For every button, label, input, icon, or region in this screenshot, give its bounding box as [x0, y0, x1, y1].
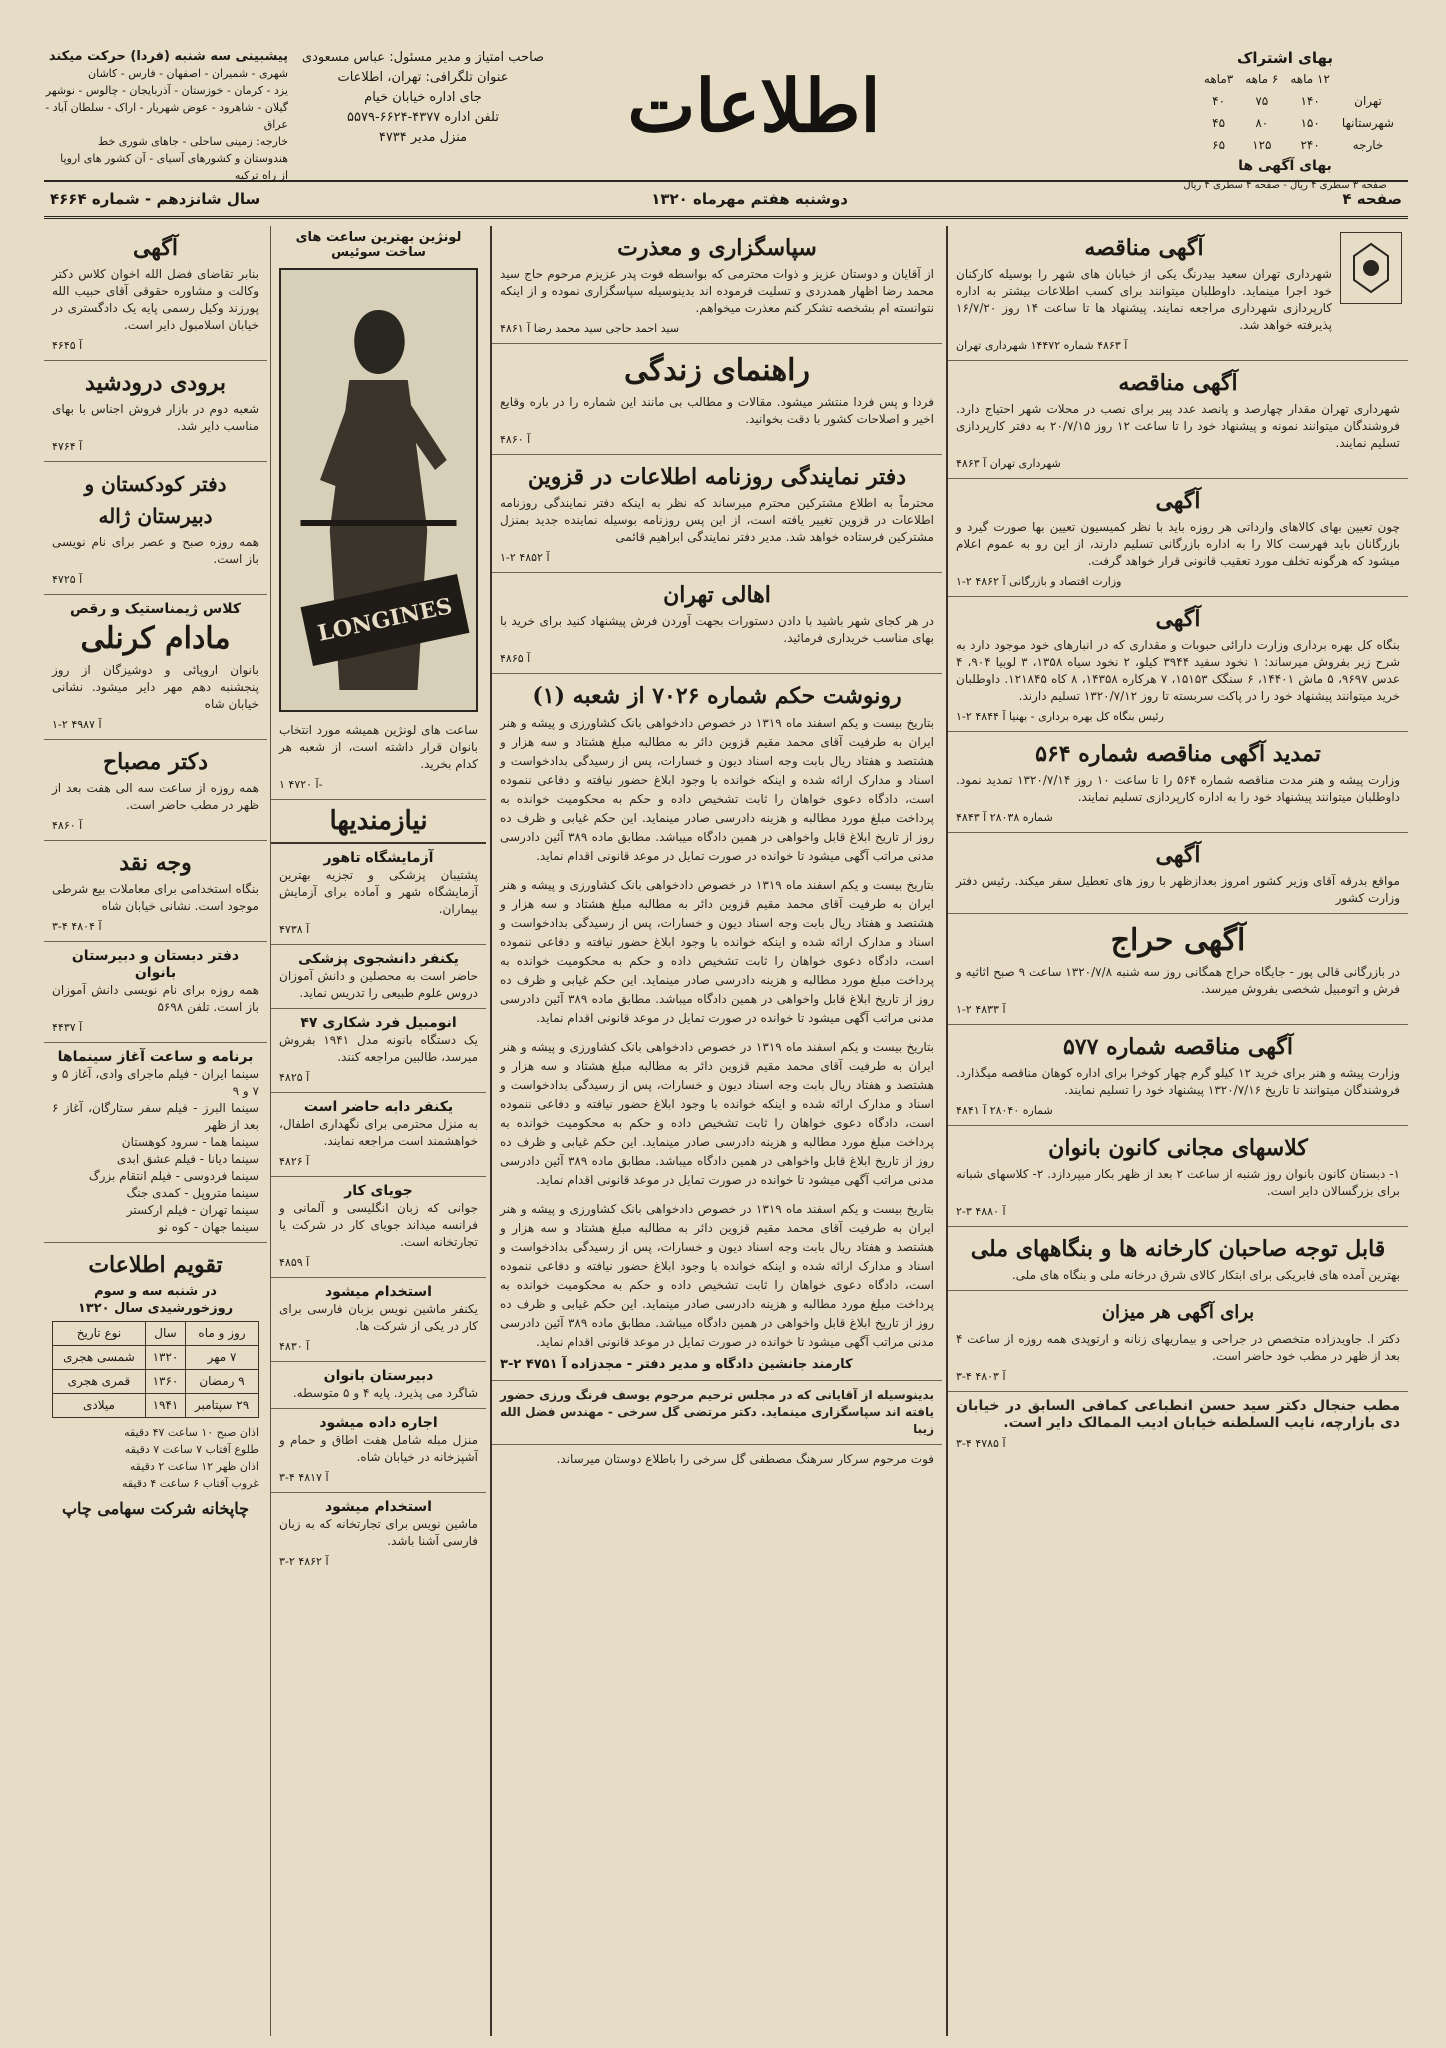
subscription-box — [1170, 48, 1400, 196]
obituary-notice — [492, 1445, 942, 1474]
weather-line: هندوستان و کشورهای آسیای - آن کشور های اروپا — [60, 152, 288, 165]
classified-item — [271, 1362, 486, 1409]
notice-body: چون تعیین بهای کالاهای وارداتی هر روزه باید با نظر کمیسیون تعیین بها صورت گیرد و بازرگانان باید فهرست کالا را به اداره بازرگانی تسلیم دارند، از این رو به عموم اعلام میشود که هرگونه تخلف مورد تعقیب قانونی قرار خواهد گرفت. — [956, 520, 1400, 568]
page-number: صفحه ۴ — [1342, 190, 1402, 208]
item-ref: آ ۴۸۱۷ ۴-۳ — [279, 1471, 329, 1484]
prayer-time: غروب آفتاب ۶ ساعت ۴ دقیقه — [121, 1477, 259, 1490]
notice-title: دفتر نمایندگی روزنامه اطلاعات در قزوین — [527, 464, 907, 490]
notice-body: مواقع بدرقه آقای وزیر کشور امروز بعدازظهر با روز های تعطیل سفر میکند. رئیس دفتر وزارت کشور — [956, 874, 1400, 905]
item-body: به منزل محترمی برای نگهداری اطفال، خواهشمند است مراجعه نمایند. — [279, 1117, 478, 1148]
classified-item — [271, 844, 486, 945]
publisher-info — [298, 48, 548, 148]
item-body: شاگرد می پذیرد. پایه ۴ و ۵ متوسطه. — [292, 1386, 478, 1400]
notice-body-repeat: بتاریخ بیست و یکم اسفند ماه ۱۳۱۹ در خصوص دادخواهی بانک کشاورزی و پیشه و هنر ایران به طرفیت آقای محمد مقیم قزوین دائر به مطالبه مبلغ هشتاد و سه هزار و هشتصد و هفتاد ریال بابت وجه اسناد دیون و خسارات، پس از رسیدگی بدادخواست و اسناد و مدارک ارائه شده و اینکه خوانده با وجود ابلاغ حضور نیافته و دفاعی ننموده است، دادگاه دعوی خواهان را ثابت تشخیص داده و حکم به محکومیت خوانده به پرداخت مبلغ مورد مطالبه و هزینه دادرسی صادر مینماید. این حکم غیابی و ظرف ده روز از تاریخ ابلاغ قابل واخواهی در همین دادگاه میباشد. مطابق ماده ۳۸۹ آئین دادرسی مدنی مراتب آگهی میشود تا خوانده در صورت تمایل در موعد قانونی اقدام نماید. — [500, 1040, 934, 1187]
notice-ref: آ ۴۴۳۷ — [52, 1021, 83, 1034]
cinema-item: سینما جهان - کوه نو — [158, 1220, 259, 1234]
item-title: دبیرستان بانوان — [323, 1368, 434, 1384]
newspaper-logo: اطلاعات — [627, 62, 881, 148]
notice-ref: آ ۴۷۲۰ ۱- — [279, 778, 323, 791]
weather-line: گیلان - شاهرود - عوض شهریار - اراک - سلطان آباد - عراق — [45, 101, 288, 131]
notice-body: شهرداری تهران مقدار چهارصد و پانصد عدد پیر برای نصب در محلات شهر احتیاج دارد. فروشندگان میتوانند نمونه و پیشنهاد خود را تا ساعت ۱۲ روز ۲۰/۷/۱۵ به دفتر کارپردازی تسلیم نمایند. — [956, 402, 1401, 450]
classified-item — [271, 1093, 486, 1177]
notice-ref: آ ۴۸۸۰ ۳-۲ — [956, 1205, 1006, 1218]
notice-body: همه روزه از ساعت سه الی هفت بعد از ظهر در مطب حاضر است. — [52, 781, 259, 812]
notice — [948, 1126, 1408, 1227]
weather-title: پیشبینی سه شنبه (فردا) حرکت میکند — [48, 49, 288, 64]
ads-price-line: صفحه ۳ سطری ۴ ریال - صفحه ۴ سطری ۴ ریال — [1183, 180, 1387, 191]
notice-ref: شهرداری تهران آ ۴۸۶۳ — [956, 457, 1061, 470]
notice-body: وزارت پیشه و هنر برای خرید ۱۲ کیلو گرم چهار کوخرا برای اداره کوهان مناقصه میگذارد. فروشندگان میتوانند تا تاریخ ۱۳۲۰/۷/۱۶ پیشنهاد خود را تسلیم نمایند. — [956, 1066, 1400, 1097]
item-title: اجاره داده میشود — [319, 1415, 438, 1431]
publisher-line: تلفن اداره ۴۳۷۷-۶۶۲۴-۵۵۷۹ — [347, 110, 499, 125]
magazine-notice — [492, 344, 942, 455]
tender-notice — [948, 361, 1408, 479]
emblem-icon — [1340, 232, 1402, 304]
tender-notice — [948, 226, 1408, 361]
notice-ref: آ ۴۷۶۴ — [52, 440, 83, 453]
notice-ref: آ ۴۸۰۴ ۴-۳ — [52, 920, 102, 933]
watch-ad-headline: لونژین بهترین ساعت های ساخت سوئیس — [295, 230, 462, 260]
classified-item — [271, 1009, 486, 1093]
dance-class-ad — [44, 595, 267, 740]
notice-ref: وزارت اقتصاد و بازرگانی آ ۴۸۶۲ ۲-۱ — [956, 575, 1122, 588]
item-title: استخدام میشود — [325, 1499, 432, 1515]
calendar-subtitle: در شنبه سه و سوم روزخورشیدی سال ۱۳۲۰ — [77, 1284, 234, 1316]
notice — [948, 833, 1408, 914]
item-ref: آ ۴۷۳۸ — [279, 923, 310, 936]
notice-body: همه روزه صبح و عصر برای نام نویسی باز است. — [52, 535, 259, 566]
column-left — [44, 226, 267, 2036]
notice-ref: آ ۴۸۵۲ ۲-۱ — [500, 551, 550, 564]
notice-ref: آ ۴۷۲۵ — [52, 573, 83, 586]
item-body: پشتیبان پزشکی و تجزیه بهترین آزمایشگاه شهر و آماده برای آزمایش بیماران. — [279, 868, 478, 916]
item-title: جویای کار — [344, 1183, 413, 1199]
column-classifieds — [270, 226, 486, 2036]
notice-title: تمدید آگهی مناقصه شماره ۵۶۴ — [1035, 741, 1321, 767]
notice-title: دفتر کودکستان و دبیرستان ژاله — [84, 472, 227, 528]
cinema-item: سینما هما - سرود کوهستان — [121, 1135, 259, 1149]
notice-body: در بازرگانی قالی پور - جایگاه حراج همگانی روز سه شنبه ۱۳۲۰/۷/۸ ساعت ۹ صبح اثاثیه و فرش و اتومبیل شخصی بفروش میرسد. — [956, 965, 1400, 996]
prayer-time: اذان ظهر ۱۲ ساعت ۲ دقیقه — [129, 1460, 259, 1473]
notice — [44, 361, 267, 462]
notice-body: شعبه دوم در بازار فروش اجناس با بهای مناسب دایر شد. — [52, 402, 259, 433]
item-body: یک دستگاه بانونه مدل ۱۹۴۱ بفروش میرسد، طالبین مراجعه کنند. — [279, 1033, 478, 1064]
notice-ref: سید احمد حاجی سید محمد رضا آ ۴۸۶۱ — [500, 322, 680, 335]
publisher-line: صاحب امتیاز و مدیر مسئول: عباس مسعودی — [301, 50, 545, 65]
calendar-box — [44, 1243, 267, 1531]
notice — [948, 1227, 1408, 1291]
masthead — [44, 40, 1408, 191]
notice-body: دکتر ا. جاویدزاده متخصص در جراحی و بیماریهای زنانه و ارتوپدی همه روزه از ساعت ۴ بعد از ظهر در مطب خود حاضر است. — [956, 1332, 1400, 1363]
item-ref: آ ۴۸۶۲ ۲-۳ — [279, 1555, 329, 1568]
subscription-table: ۱۲ ماهه ۶ ماهه ۳ماهه تهران ۱۴۰ ۷۵ ۴۰ شهرستانها ۱۵۰ ۸۰ ۴۵ خارجه ۲۴۰ ۱۲۵ ۶۵ — [1203, 72, 1394, 152]
notice-body: ۱- دبستان کانون بانوان روز شنبه از ساعت ۲ بعد از ظهر بکار میپردازد. ۲- کلاسهای شبانه برای بزرگسالان دایر است. — [956, 1167, 1400, 1198]
calendar-table: روز و ماه سال نوع تاریخ ۷ مهر ۱۳۲۰ شمسی هجری ۹ رمضان ۱۳۶۰ قمری هجری ۲۹ سپتامبر ۱۹۴۱ میلادی — [52, 1321, 259, 1418]
column-right — [946, 226, 1408, 2036]
court-ruling — [492, 674, 942, 1381]
notice-body: وزارت پیشه و هنر مدت مناقصه شماره ۵۶۴ را تا ساعت ۱۰ روز ۱۳۲۰/۷/۱۴ تمدید نمود. داوطلبان میتوانند پیشنهاد خود را به اداره کارپردازی تسلیم نمایند. — [956, 773, 1401, 804]
publisher-line: جای اداره خیابان خیام — [364, 90, 482, 105]
notice-title: وجه نقد — [119, 850, 192, 876]
notice-title: آگهی مناقصه — [1118, 370, 1238, 396]
notice-ref: آ ۴۷۸۵ ۴-۳ — [956, 1437, 1006, 1450]
notice-ref: آ ۴۸۶۳ شماره ۱۴۴۷۲ شهرداری تهران — [956, 339, 1128, 352]
watch-brand-label: LONGINES — [301, 574, 470, 666]
notice-title: قابل توجه صاحبان کارخانه ها و بنگاههای ملی — [970, 1236, 1386, 1262]
notice-ref: آ ۴۸۶۰ — [52, 819, 83, 832]
weather-line: از راه ترکیه — [234, 169, 288, 182]
classified-item — [271, 1493, 486, 1576]
notice-title: کلاسهای مجانی کانون بانوان — [1048, 1135, 1308, 1161]
notice-body: در هر کجای شهر باشید با دادن دستورات بجهت آوردن فرش پیشنهاد کنید برای خرید با بهای مناسب خریداری فرمائید. — [500, 614, 934, 645]
thanks-notice — [492, 1381, 942, 1445]
item-title: یکنفر دانشجوی پزشکی — [298, 951, 459, 967]
notice-title: آگهی — [1155, 606, 1201, 632]
notice-ref: رئیس بنگاه کل بهره برداری - بهنیا آ ۴۸۴۴ ۲-۱ — [956, 710, 1164, 723]
notice — [492, 573, 942, 674]
notice-title: اهالی تهران — [663, 582, 771, 608]
cinema-item: سینما متروپل - کمدی جنگ — [126, 1186, 259, 1200]
weather-line: خارجه: زمینی ساحلی - جاهای شوری خط — [98, 135, 288, 148]
notice-ref: آ ۴۸۶۰ — [500, 433, 531, 446]
notice-title: راهنمای زندگی — [624, 353, 810, 388]
item-body: یکنفر ماشین نویس بزبان فارسی برای کار در یکی از شرکت ها. — [279, 1302, 478, 1333]
item-ref: آ ۴۸۲۵ — [279, 1071, 310, 1084]
notice — [948, 732, 1408, 833]
notice-ref: آ ۴۸۶۵ — [500, 652, 531, 665]
cinema-item: سینما فردوسی - فیلم انتقام بزرگ — [88, 1169, 259, 1183]
cash-ad — [44, 841, 267, 942]
notice-body: مطب جنجال دکتر سید حسن انطباعی کمافی السابق در خیابان دی بازارچه، نایب السلطنه خیابان ادیب الممالک دایر است. — [956, 1398, 1400, 1431]
weather-box — [44, 48, 288, 184]
notice-ref: آ ۴۹۸۷ ۲-۱ — [52, 718, 102, 731]
issue-date: دوشنبه هفتم مهرماه ۱۳۲۰ — [651, 190, 848, 208]
item-ref: آ ۴۸۳۰ — [279, 1340, 310, 1353]
classifieds-heading: نیازمندیها — [271, 800, 486, 844]
notice-body: بهترین آمده های فابریکی برای ابتکار کالای شرق درخانه ملی و بنگاه های ملی. — [1011, 1268, 1400, 1282]
notice-body: محترماً به اطلاع مشترکین محترم میرساند که نظر به اینکه دفتر نمایندگی روزنامه اطلاعات در قزوین تغییر یافته است، از این پس روزنامه بوسیله نماینده جدید بمنزل مشترکین فرستاده خواهد شد. مدیر دفتر نمایندگی ابراهیم قائمی — [500, 496, 934, 544]
notice-body: فوت مرحوم سرکار سرهنگ مصطفی گل سرخی را باطلاع دوستان میرساند. — [556, 1452, 934, 1466]
doctor-ad — [44, 740, 267, 841]
weather-line: یزد - کرمان - خوزستان - آذربایجان - چالوس - نوشهر — [45, 84, 288, 97]
notice-body: فردا و پس فردا منتشر میشود. مقالات و مطالب بی مانند این شماره را در باره وقایع اخیر و اصلاحات کشور با دقت بخوانید. — [500, 395, 934, 426]
issue-number: سال شانزدهم - شماره ۴۶۶۴ — [50, 190, 261, 208]
notice-body: شهرداری تهران سعید بیدرنگ یکی از خیابان های شهر را بوسیله کارکنان خود اجرا مینماید. داوطلبان میتوانند برای کسب اطلاعات بیشتر به اداره کارپردازی شهرداری مراجعه نمایند. پیشنهاد ها تا ساعت ۱۴ روز ۱۶/۷/۲۰ پذیرفته خواهد شد. — [956, 267, 1333, 332]
cinema-item: سینما البرز - فیلم سفر ستارگان، آغاز ۶ بعد از ظهر — [52, 1101, 259, 1132]
notice-subtitle: کلاس ژیمناستیک و رقص — [70, 601, 241, 617]
item-body: جوانی که زبان انگلیسی و آلمانی و فرانسه میداند جویای کار در شرکت یا تجارتخانه است. — [279, 1201, 478, 1249]
notice-title: آگهی — [1155, 488, 1201, 514]
notice-title: آگهی — [132, 235, 179, 261]
notice-title: برودی درودشید — [84, 370, 227, 396]
dateline-bar — [44, 182, 1408, 219]
notice — [948, 1392, 1408, 1458]
notice-ref: شماره ۲۸۰۴۰ آ ۴۸۴۱ — [956, 1104, 1053, 1117]
prayer-time: طلوع آفتاب ۷ ساعت ۷ دقیقه — [124, 1443, 259, 1456]
notice-ref: آ ۴۶۴۵ — [52, 339, 83, 352]
notice-title: آگهی مناقصه شماره ۵۷۷ — [1062, 1034, 1293, 1060]
notice-body: بانوان اروپائی و دوشیزگان از روز پنجشنبه دهم مهر دایر میشود. نشانی خیابان شاه — [52, 663, 259, 711]
newspaper-page — [44, 40, 1408, 2036]
item-ref: آ ۴۸۲۶ — [279, 1155, 310, 1168]
cinema-title: برنامه و ساعت آغاز سینماها — [57, 1049, 254, 1065]
notice-body: از آقایان و دوستان عزیز و ذوات محترمی که بواسطه فوت پدر عزیزم مرحوم حاج سید محمد رضا اظهار همدردی و تسلیت فرموده اند بدینوسیله سپاسگزاری نموده و از اینکه نتوانسته ام بشخصه تشکر کنم معذرت میخواهم. — [500, 267, 934, 315]
item-title: استخدام میشود — [325, 1284, 432, 1300]
weather-line: شهری - شمیران - اصفهان - فارس - کاشان — [88, 67, 288, 80]
thanks-notice — [492, 226, 942, 344]
notice-ref: کارمند جانشین دادگاه و مدیر دفتر - مجدزاده آ ۴۷۵۱ ۲-۳ — [500, 1357, 853, 1372]
notice-title: آگهی حراج — [1110, 923, 1246, 958]
classified-item — [271, 945, 486, 1009]
subscription-title: بهای اشتراک — [1237, 49, 1333, 67]
prayer-time: اذان صبح ۱۰ ساعت ۴۷ دقیقه — [124, 1426, 259, 1439]
notice — [948, 1291, 1408, 1392]
watch-ad-caption — [271, 716, 486, 800]
notice-title: مادام کرنلی — [80, 621, 231, 656]
notice-body: همه روزه برای نام نویسی دانش آموزان باز است. تلفن ۵۶۹۸ — [52, 983, 259, 1014]
publisher-line: عنوان تلگرافی: تهران، اطلاعات — [337, 70, 509, 85]
item-body: منزل مبله شامل هفت اطاق و حمام و آشپزخانه در خیابان شاه. — [279, 1433, 478, 1464]
notice-title: دکتر مصباح — [102, 749, 209, 775]
cinema-item: سینما ایران - فیلم ماجرای وادی، آغاز ۵ و ۷ و ۹ — [52, 1067, 260, 1098]
printer-credit: چاپخانه شرکت سهامی چاپ — [61, 1499, 250, 1518]
notice-body: ساعت های لونژین همیشه مورد انتخاب بانوان قرار داشته است، از شعبه هر کدام بخرید. — [279, 723, 478, 771]
notice-body-repeat: بتاریخ بیست و یکم اسفند ماه ۱۳۱۹ در خصوص دادخواهی بانک کشاورزی و پیشه و هنر ایران به طرفیت آقای محمد مقیم قزوین دائر به مطالبه مبلغ هشتاد و سه هزار و هشتصد و هفتاد ریال بابت وجه اسناد دیون و خسارات، پس از رسیدگی بدادخواست و اسناد و مدارک ارائه شده و اینکه خوانده با وجود ابلاغ حضور نیافته و دفاعی ننموده است، دادگاه دعوی خواهان را ثابت تشخیص داده و حکم به محکومیت خوانده به پرداخت مبلغ مورد مطالبه و هزینه دادرسی صادر مینماید. این حکم غیابی و ظرف ده روز از تاریخ ابلاغ قابل واخواهی در همین دادگاه میباشد. مطابق ماده ۳۸۹ آئین دادرسی مدنی مراتب آگهی میشود تا خوانده در صورت تمایل در موعد قانونی اقدام نماید. — [500, 1202, 934, 1349]
notice-body: بدینوسیله از آقایانی که در مجلس ترحیم مرحوم یوسف فرنگ ورزی حضور یافته اند سپاسگزاری مینماید. دکتر مرتضی گل سرخی - مهندس فضل الله زیبا — [500, 1388, 934, 1436]
column-center — [490, 226, 942, 2036]
school-ad — [44, 942, 267, 1043]
cinema-schedule — [44, 1043, 267, 1243]
notice-body: بنگاه استخدامی برای معاملات بیع شرطی موجود است. نشانی خیابان شاه — [52, 882, 259, 913]
classified-item — [271, 1278, 486, 1362]
notice-body: بنگاه کل بهره برداری وزارت دارائی حبوبات و مقداری که در انبارهای خود موجود دارد به شرح زیر بفروش میرساند: ۱ نخود سفید ۳۹۴۴ کیلو، ۲ نخود سیاه ۱۳۵۸، ۳ لوبیا ۹۰۴، ۴ عدس ۹۶۹۷، ۵ ماش ۱۴۴۰۱، ۶ سنگک ۱۵۱۵۳، ۷ هرکاره ۱۴۳۵۸، ۸ کاه ۱۲۱۸۴۵. داوطلبان خرید میتوانند پیشنهاد خود را در پاکت سربسته تا روز ۱۳۲۰/۷/۱۲ تسلیم دارند. — [956, 638, 1401, 703]
item-body: ماشین نویس برای تجارتخانه که به زبان فارسی آشنا باشد. — [279, 1517, 478, 1548]
item-title: یکنفر دابه حاضر است — [303, 1099, 454, 1115]
item-ref: آ ۴۸۵۹ — [279, 1256, 310, 1269]
ads-price-title: بهای آگهی ها — [1238, 158, 1332, 174]
item-title: آزمایشگاه تاهور — [323, 850, 434, 866]
notice — [948, 597, 1408, 732]
notice-body-repeat: بتاریخ بیست و یکم اسفند ماه ۱۳۱۹ در خصوص دادخواهی بانک کشاورزی و پیشه و هنر ایران به طرفیت آقای محمد مقیم قزوین دائر به مطالبه مبلغ هشتاد و سه هزار و هشتصد و هفتاد ریال بابت وجه اسناد دیون و خسارات، پس از رسیدگی بدادخواست و اسناد و مدارک ارائه شده و اینکه خوانده با وجود ابلاغ حضور نیافته و دفاعی ننموده است، دادگاه دعوی خواهان را ثابت تشخیص داده و حکم به محکومیت خوانده به پرداخت مبلغ مورد مطالبه و هزینه دادرسی صادر مینماید. این حکم غیابی و ظرف ده روز از تاریخ ابلاغ قابل واخواهی در همین دادگاه میباشد. مطابق ماده ۳۸۹ آئین دادرسی مدنی مراتب آگهی میشود تا خوانده در صورت تمایل در موعد قانونی اقدام نماید. — [500, 878, 934, 1025]
notice-ref: آ ۴۸۰۳ ۴-۳ — [956, 1370, 1006, 1383]
classified-item — [271, 1409, 486, 1493]
notice — [44, 226, 267, 361]
notice-title: دفتر دبستان و دبیرستان بانوان — [71, 948, 240, 981]
notice-title: آگهی — [1155, 842, 1201, 868]
notice-title: رونوشت حکم شماره ۷۰۲۶ از شعبه (۱) — [532, 683, 902, 709]
notice-title: آگهی مناقصه — [1084, 235, 1204, 261]
notice — [44, 462, 267, 595]
cinema-item: سینما دیانا - فیلم عشق ابدی — [116, 1152, 259, 1166]
item-body: حاضر است به محصلین و دانش آموزان دروس علوم طبیعی را تدریس نماید. — [279, 969, 478, 1000]
notice-ref: آ ۴۸۳۳ ۲-۱ — [956, 1003, 1006, 1016]
notice-title: برای آگهی هر میزان — [1101, 1302, 1255, 1323]
office-notice — [492, 455, 942, 573]
notice-title: سپاسگزاری و معذرت — [617, 235, 817, 261]
cinema-item: سینما تهران - فیلم ارکستر — [126, 1203, 259, 1217]
watch-ad-illustration — [279, 268, 478, 712]
item-title: انومبیل فرد شکاری ۴۷ — [300, 1015, 457, 1031]
tender-notice — [948, 1025, 1408, 1126]
publisher-line: منزل مدیر ۴۷۳۴ — [378, 130, 468, 145]
notice-ref: شماره ۲۸۰۳۸ آ ۴۸۴۳ — [956, 811, 1053, 824]
auction-notice — [948, 914, 1408, 1025]
notice-body: بنابر تقاضای فضل الله اخوان کلاس دکتر وکالت و مشاوره حقوقی آقای حبیب الله پورزند وکیل رسمی پایه یک دادگستری در خیابان اسلامبول دایر است. — [52, 267, 259, 332]
calendar-title: تقویم اطلاعات — [88, 1252, 223, 1278]
classified-item — [271, 1177, 486, 1278]
notice-body: بتاریخ بیست و یکم اسفند ماه ۱۳۱۹ در خصوص دادخواهی بانک کشاورزی و پیشه و هنر ایران به طرفیت آقای محمد مقیم قزوین دائر به مطالبه مبلغ هشتاد و سه هزار و هشتصد و هفتاد ریال بابت وجه اسناد دیون و خسارات، پس از رسیدگی بدادخواست و اسناد و مدارک ارائه شده و اینکه خوانده با وجود ابلاغ حضور نیافته و دفاعی ننموده است، دادگاه دعوی خواهان را ثابت تشخیص داده و حکم به محکومیت خوانده به پرداخت مبلغ مورد مطالبه و هزینه دادرسی صادر مینماید. این حکم غیابی و ظرف ده روز از تاریخ ابلاغ قابل واخواهی در همین دادگاه میباشد. مطابق ماده ۳۸۹ آئین دادرسی مدنی مراتب آگهی میشود تا خوانده در صورت تمایل در موعد قانونی اقدام نماید. — [500, 716, 934, 863]
notice — [948, 479, 1408, 597]
